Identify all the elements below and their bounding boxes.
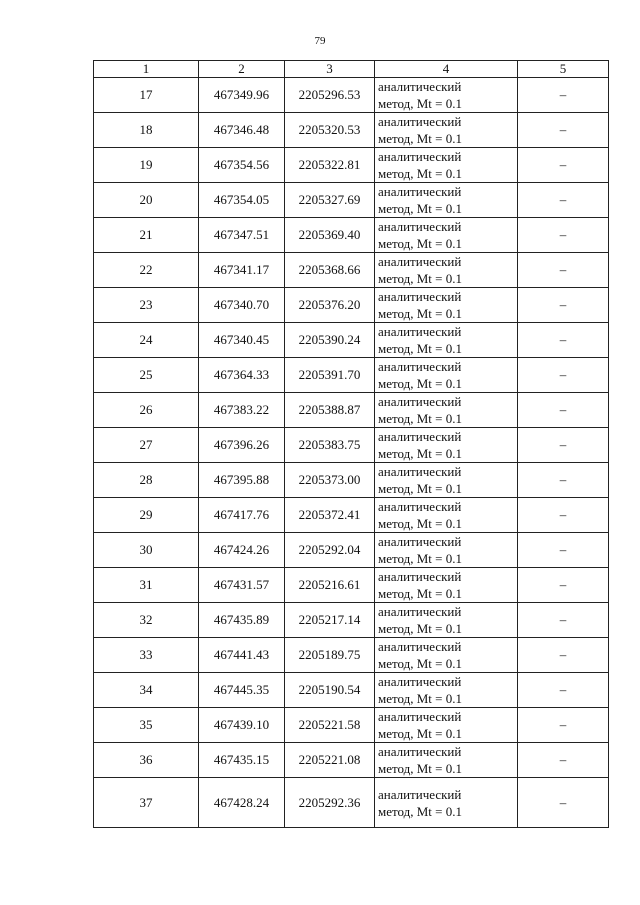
method-cell [375, 743, 518, 778]
point-number: 17 [94, 78, 199, 113]
accuracy-text: метод, Mt = 0.1 [378, 236, 462, 251]
point-number: 28 [94, 463, 199, 498]
method-cell [375, 498, 518, 533]
description-cell: – [518, 288, 609, 323]
y-coordinate: 2205190.54 [285, 673, 375, 708]
accuracy-text: метод, Mt = 0.1 [378, 306, 462, 321]
point-number: 25 [94, 358, 199, 393]
description-cell: – [518, 778, 609, 828]
accuracy-text: метод, Mt = 0.1 [378, 446, 462, 461]
description-cell: – [518, 708, 609, 743]
point-number: 19 [94, 148, 199, 183]
accuracy-text: метод, Mt = 0.1 [378, 761, 462, 776]
method-cell [375, 428, 518, 463]
point-number: 22 [94, 253, 199, 288]
y-coordinate: 2205292.36 [285, 778, 375, 828]
y-coordinate: 2205376.20 [285, 288, 375, 323]
method-text: аналитический [378, 324, 462, 339]
table-row [94, 533, 609, 568]
x-coordinate: 467340.45 [199, 323, 285, 358]
y-coordinate: 2205292.04 [285, 533, 375, 568]
x-coordinate: 467441.43 [199, 638, 285, 673]
point-number: 34 [94, 673, 199, 708]
method-text: аналитический [378, 219, 462, 234]
method-cell [375, 533, 518, 568]
x-coordinate: 467354.05 [199, 183, 285, 218]
description-cell: – [518, 533, 609, 568]
column-header: 5 [518, 61, 609, 78]
accuracy-text: метод, Mt = 0.1 [378, 691, 462, 706]
method-cell [375, 463, 518, 498]
method-text: аналитический [378, 604, 462, 619]
x-coordinate: 467341.17 [199, 253, 285, 288]
column-header: 2 [199, 61, 285, 78]
point-number: 31 [94, 568, 199, 603]
method-cell [375, 253, 518, 288]
point-number: 27 [94, 428, 199, 463]
method-text: аналитический [378, 184, 462, 199]
page-number: 79 [314, 35, 326, 47]
x-coordinate: 467435.15 [199, 743, 285, 778]
method-text: аналитический [378, 254, 462, 269]
y-coordinate: 2205221.58 [285, 708, 375, 743]
column-header: 1 [94, 61, 199, 78]
description-cell: – [518, 113, 609, 148]
method-cell [375, 673, 518, 708]
description-cell: – [518, 358, 609, 393]
table-row [94, 708, 609, 743]
table-body [94, 78, 609, 828]
x-coordinate: 467439.10 [199, 708, 285, 743]
accuracy-text: метод, Mt = 0.1 [378, 271, 462, 286]
point-number: 32 [94, 603, 199, 638]
y-coordinate: 2205391.70 [285, 358, 375, 393]
y-coordinate: 2205296.53 [285, 78, 375, 113]
accuracy-text: метод, Mt = 0.1 [378, 341, 462, 356]
method-text: аналитический [378, 429, 462, 444]
description-cell: – [518, 638, 609, 673]
table-row [94, 323, 609, 358]
table-row [94, 358, 609, 393]
point-number: 20 [94, 183, 199, 218]
x-coordinate: 467346.48 [199, 113, 285, 148]
x-coordinate: 467428.24 [199, 778, 285, 828]
method-cell [375, 603, 518, 638]
table-row [94, 288, 609, 323]
description-cell: – [518, 253, 609, 288]
method-cell [375, 323, 518, 358]
point-number: 21 [94, 218, 199, 253]
x-coordinate: 467424.26 [199, 533, 285, 568]
description-cell: – [518, 218, 609, 253]
y-coordinate: 2205373.00 [285, 463, 375, 498]
point-number: 30 [94, 533, 199, 568]
table-header-row [94, 61, 609, 78]
description-cell: – [518, 498, 609, 533]
table-row [94, 78, 609, 113]
method-cell [375, 218, 518, 253]
table-row [94, 743, 609, 778]
coordinates-table [93, 60, 609, 828]
method-text: аналитический [378, 289, 462, 304]
table-row [94, 463, 609, 498]
x-coordinate: 467417.76 [199, 498, 285, 533]
table-row [94, 148, 609, 183]
y-coordinate: 2205322.81 [285, 148, 375, 183]
y-coordinate: 2205390.24 [285, 323, 375, 358]
x-coordinate: 467349.96 [199, 78, 285, 113]
accuracy-text: метод, Mt = 0.1 [378, 201, 462, 216]
column-header: 3 [285, 61, 375, 78]
accuracy-text: метод, Mt = 0.1 [378, 96, 462, 111]
accuracy-text: метод, Mt = 0.1 [378, 621, 462, 636]
accuracy-text: метод, Mt = 0.1 [378, 803, 462, 819]
table-row [94, 498, 609, 533]
method-cell [375, 568, 518, 603]
method-text: аналитический [378, 709, 462, 724]
table-row [94, 778, 609, 828]
point-number: 29 [94, 498, 199, 533]
description-cell: – [518, 148, 609, 183]
method-text: аналитический [378, 464, 462, 479]
x-coordinate: 467354.56 [199, 148, 285, 183]
table-row [94, 603, 609, 638]
method-text: аналитический [378, 499, 462, 514]
accuracy-text: метод, Mt = 0.1 [378, 586, 462, 601]
method-cell [375, 78, 518, 113]
description-cell: – [518, 78, 609, 113]
x-coordinate: 467396.26 [199, 428, 285, 463]
table-row [94, 183, 609, 218]
method-cell [375, 113, 518, 148]
method-text: аналитический [378, 79, 462, 94]
x-coordinate: 467383.22 [199, 393, 285, 428]
table-row [94, 218, 609, 253]
accuracy-text: метод, Mt = 0.1 [378, 656, 462, 671]
description-cell: – [518, 743, 609, 778]
method-cell [375, 393, 518, 428]
description-cell: – [518, 568, 609, 603]
method-cell [375, 778, 518, 828]
method-cell [375, 183, 518, 218]
x-coordinate: 467347.51 [199, 218, 285, 253]
x-coordinate: 467340.70 [199, 288, 285, 323]
table-row [94, 638, 609, 673]
y-coordinate: 2205320.53 [285, 113, 375, 148]
y-coordinate: 2205327.69 [285, 183, 375, 218]
method-cell [375, 288, 518, 323]
point-number: 33 [94, 638, 199, 673]
table-row [94, 393, 609, 428]
y-coordinate: 2205388.87 [285, 393, 375, 428]
method-text: аналитический [378, 786, 462, 802]
y-coordinate: 2205372.41 [285, 498, 375, 533]
accuracy-text: метод, Mt = 0.1 [378, 376, 462, 391]
table-row [94, 253, 609, 288]
y-coordinate: 2205383.75 [285, 428, 375, 463]
accuracy-text: метод, Mt = 0.1 [378, 516, 462, 531]
method-cell [375, 708, 518, 743]
point-number: 36 [94, 743, 199, 778]
accuracy-text: метод, Mt = 0.1 [378, 411, 462, 426]
method-text: аналитический [378, 674, 462, 689]
method-text: аналитический [378, 359, 462, 374]
column-header: 4 [375, 61, 518, 78]
accuracy-text: метод, Mt = 0.1 [378, 166, 462, 181]
x-coordinate: 467364.33 [199, 358, 285, 393]
method-cell [375, 358, 518, 393]
description-cell: – [518, 183, 609, 218]
table-row [94, 568, 609, 603]
method-text: аналитический [378, 744, 462, 759]
description-cell: – [518, 393, 609, 428]
description-cell: – [518, 603, 609, 638]
accuracy-text: метод, Mt = 0.1 [378, 481, 462, 496]
y-coordinate: 2205368.66 [285, 253, 375, 288]
description-cell: – [518, 673, 609, 708]
y-coordinate: 2205189.75 [285, 638, 375, 673]
table-row [94, 673, 609, 708]
point-number: 26 [94, 393, 199, 428]
x-coordinate: 467395.88 [199, 463, 285, 498]
x-coordinate: 467445.35 [199, 673, 285, 708]
x-coordinate: 467435.89 [199, 603, 285, 638]
description-cell: – [518, 463, 609, 498]
method-text: аналитический [378, 569, 462, 584]
accuracy-text: метод, Mt = 0.1 [378, 726, 462, 741]
point-number: 35 [94, 708, 199, 743]
point-number: 18 [94, 113, 199, 148]
method-cell [375, 148, 518, 183]
method-text: аналитический [378, 114, 462, 129]
table-row [94, 113, 609, 148]
accuracy-text: метод, Mt = 0.1 [378, 551, 462, 566]
point-number: 24 [94, 323, 199, 358]
y-coordinate: 2205217.14 [285, 603, 375, 638]
point-number: 23 [94, 288, 199, 323]
method-text: аналитический [378, 394, 462, 409]
point-number: 37 [94, 778, 199, 828]
method-text: аналитический [378, 149, 462, 164]
table-row [94, 428, 609, 463]
method-text: аналитический [378, 639, 462, 654]
y-coordinate: 2205216.61 [285, 568, 375, 603]
description-cell: – [518, 428, 609, 463]
y-coordinate: 2205369.40 [285, 218, 375, 253]
description-cell: – [518, 323, 609, 358]
accuracy-text: метод, Mt = 0.1 [378, 131, 462, 146]
x-coordinate: 467431.57 [199, 568, 285, 603]
method-text: аналитический [378, 534, 462, 549]
y-coordinate: 2205221.08 [285, 743, 375, 778]
method-cell [375, 638, 518, 673]
